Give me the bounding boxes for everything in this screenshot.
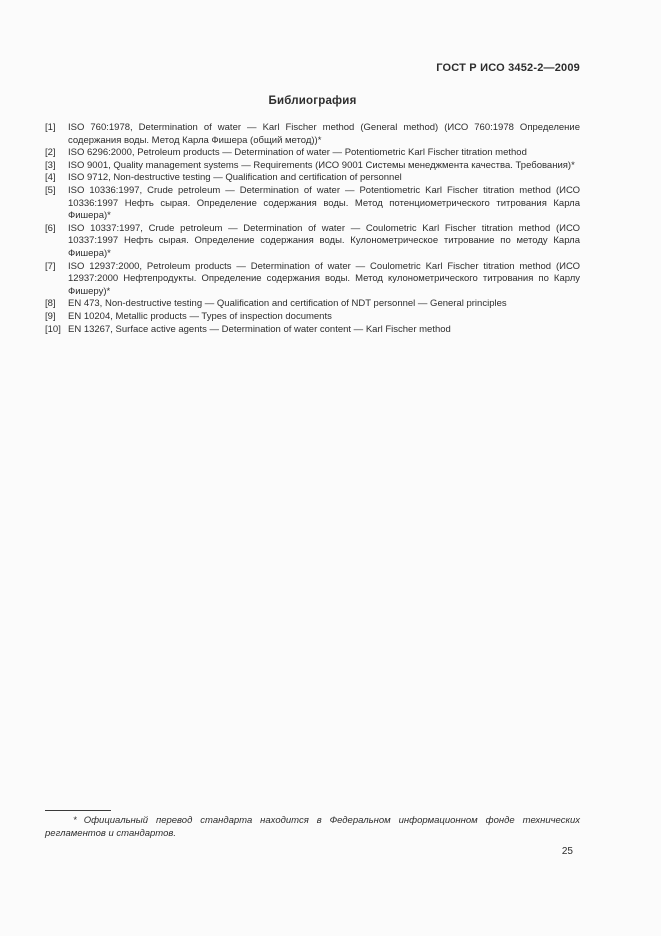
- bibliography-entry-text: ISO 12937:2000, Petroleum products — Determination of water — Coulometric Karl Fischer titration method (ИСО 12937:2000 Нефтепродукты. Определение содержания воды. Метод кулонометрического титрования по Карлу Фишеру)*: [68, 260, 580, 297]
- footnote-marker: *: [73, 815, 77, 826]
- bibliography-ref-number: [2]: [45, 147, 56, 159]
- bibliography-entry: [45, 172, 580, 185]
- page-number: 25: [561, 846, 573, 857]
- bibliography-entry: [45, 324, 580, 337]
- bibliography-entry: [45, 261, 580, 299]
- bibliography-ref-number: [8]: [45, 298, 56, 310]
- bibliography-list: [45, 122, 580, 336]
- bibliography-entry-text: ISO 9001, Quality management systems — Requirements (ИСО 9001 Системы менеджмента качества. Требования)*: [68, 159, 575, 171]
- bibliography-entry-text: EN 10204, Metallic products — Types of inspection documents: [68, 310, 332, 322]
- bibliography-entry: [45, 185, 580, 223]
- bibliography-entry: [45, 122, 580, 147]
- bibliography-ref-number: [4]: [45, 172, 56, 184]
- bibliography-entry-text: ISO 6296:2000, Petroleum products — Determination of water — Potentiometric Karl Fischer titration method: [68, 147, 527, 159]
- bibliography-entry: [45, 223, 580, 261]
- bibliography-entry-text: EN 473, Non-destructive testing — Qualification and certification of NDT personnel — General principles: [68, 298, 507, 310]
- footnote-text: Официальный перевод стандарта находится в Федеральном информационном фонде технических регламентов и стандартов.: [45, 815, 580, 839]
- bibliography-entry: [45, 311, 580, 324]
- bibliography-entry-text: ISO 10336:1997, Crude petroleum — Determination of water — Potentiometric Karl Fischer titration method (ИСО 10336:1997 Нефть сырая. Определение содержания воды. Метод потенциометрического титрования Карла Фишера)*: [68, 184, 580, 222]
- bibliography-ref-number: [3]: [45, 159, 56, 171]
- bibliography-ref-number: [5]: [45, 184, 56, 196]
- bibliography-entry-text: ISO 10337:1997, Crude petroleum — Determination of water — Coulometric Karl Fischer titration method (ИСО 10337:1997 Нефть сырая. Определение содержания воды. Кулонометрическое титрование по методу Карла Фишера)*: [68, 222, 580, 259]
- page-title: Библиография: [268, 95, 357, 107]
- bibliography-entry-text: EN 13267, Surface active agents — Determination of water content — Karl Fischer method: [68, 323, 451, 335]
- footnote: [45, 815, 580, 840]
- bibliography-entry: [45, 298, 580, 311]
- bibliography-entry: [45, 160, 580, 173]
- bibliography-ref-number: [9]: [45, 310, 56, 322]
- bibliography-ref-number: [6]: [45, 222, 56, 234]
- bibliography-entry: [45, 147, 580, 160]
- bibliography-entry-text: ISO 9712, Non-destructive testing — Qualification and certification of personnel: [68, 172, 402, 184]
- bibliography-ref-number: [1]: [45, 122, 56, 133]
- document-code: ГОСТ Р ИСО 3452-2—2009: [436, 62, 580, 74]
- bibliography-ref-number: [7]: [45, 260, 56, 272]
- bibliography-entry-text: ISO 760:1978, Determination of water — Karl Fischer method (General method) (ИСО 760:1978 Определение содержания воды. Метод Карла Фишера (общий метод))*: [68, 122, 580, 146]
- footnote-separator: [45, 810, 111, 811]
- bibliography-ref-number: [10]: [45, 323, 61, 335]
